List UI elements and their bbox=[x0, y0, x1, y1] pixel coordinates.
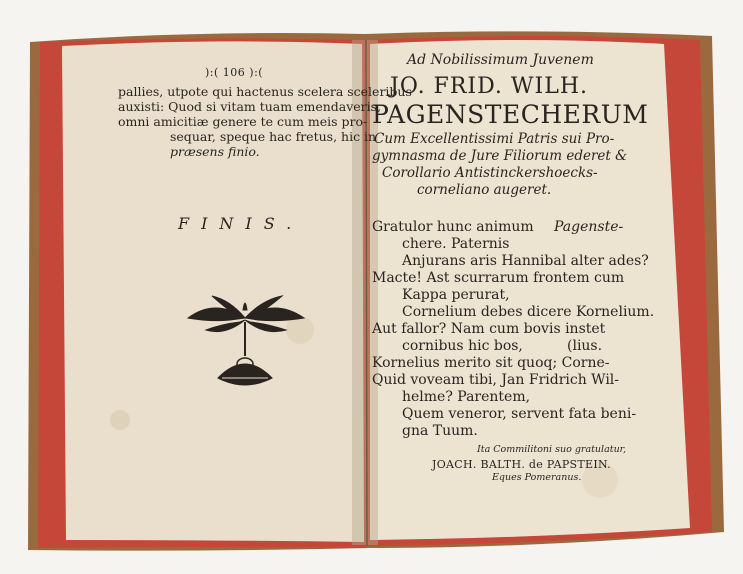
poem-line: helme? Parentem, bbox=[402, 389, 531, 405]
name-line-2: PAGENSTECHERUM bbox=[372, 100, 649, 129]
poem-line: Kappa perurat, bbox=[402, 287, 510, 303]
poem-line: Aut fallor? Nam cum bovis instet bbox=[372, 321, 606, 337]
poem-line: Kornelius merito sit quoq; Corne- bbox=[372, 355, 610, 371]
poem-line: cornibus hic bos, bbox=[402, 338, 523, 354]
foxing-spot bbox=[110, 410, 130, 430]
text-line: omni amicitiæ genere te cum meis pro- bbox=[118, 114, 368, 129]
italic-line: corneliano augeret. bbox=[417, 182, 552, 198]
italic-line: gymnasma de Jure Filiorum ederet & bbox=[372, 148, 628, 164]
left-page-text bbox=[118, 84, 412, 159]
italic-line: Cum Excellentissimi Patris sui Pro- bbox=[374, 131, 615, 147]
poem-line: (lius. bbox=[567, 338, 603, 354]
poem-line: Gratulor hunc animum bbox=[372, 219, 534, 235]
finis-heading: FINIS. bbox=[178, 214, 304, 233]
poem-line: Cornelium debes dicere Kornelium. bbox=[402, 304, 655, 320]
signature: JOACH. BALTH. de PAPSTEIN. bbox=[432, 458, 611, 471]
name-line-1: JO. FRID. WILH. bbox=[390, 74, 589, 99]
dedication-note: Ita Commilitoni suo gratulatur, bbox=[477, 444, 627, 455]
signature-title: Eques Pomeranus. bbox=[492, 472, 582, 483]
text-line: auxisti: Quod si vitam tuam emendaveris, bbox=[118, 99, 382, 114]
poem-line: Anjurans aris Hannibal alter ades? bbox=[402, 253, 649, 269]
poem-line: chere. Paternis bbox=[402, 236, 510, 252]
poem-line: Quem veneror, servent fata beni- bbox=[402, 406, 637, 422]
poem-line: gna Tuum. bbox=[402, 423, 478, 439]
poem-line: Pagenste- bbox=[554, 219, 624, 235]
text-line: pallies, utpote qui hactenus scelera sceleribus bbox=[118, 84, 412, 99]
poem-line: Quid voveam tibi, Jan Fridrich Wil- bbox=[372, 372, 620, 388]
text-line: præsens finio. bbox=[170, 144, 260, 159]
page-number-header: ):( 106 ):( bbox=[205, 66, 264, 79]
poem-line: Macte! Ast scurrarum frontem cum bbox=[372, 270, 625, 286]
italic-line: Corollario Antistinckershoecks- bbox=[382, 165, 598, 181]
text-line: sequar, speque hac fretus, hic in bbox=[170, 129, 377, 144]
dedication-subtitle: Ad Nobilissimum Juvenem bbox=[407, 52, 594, 68]
